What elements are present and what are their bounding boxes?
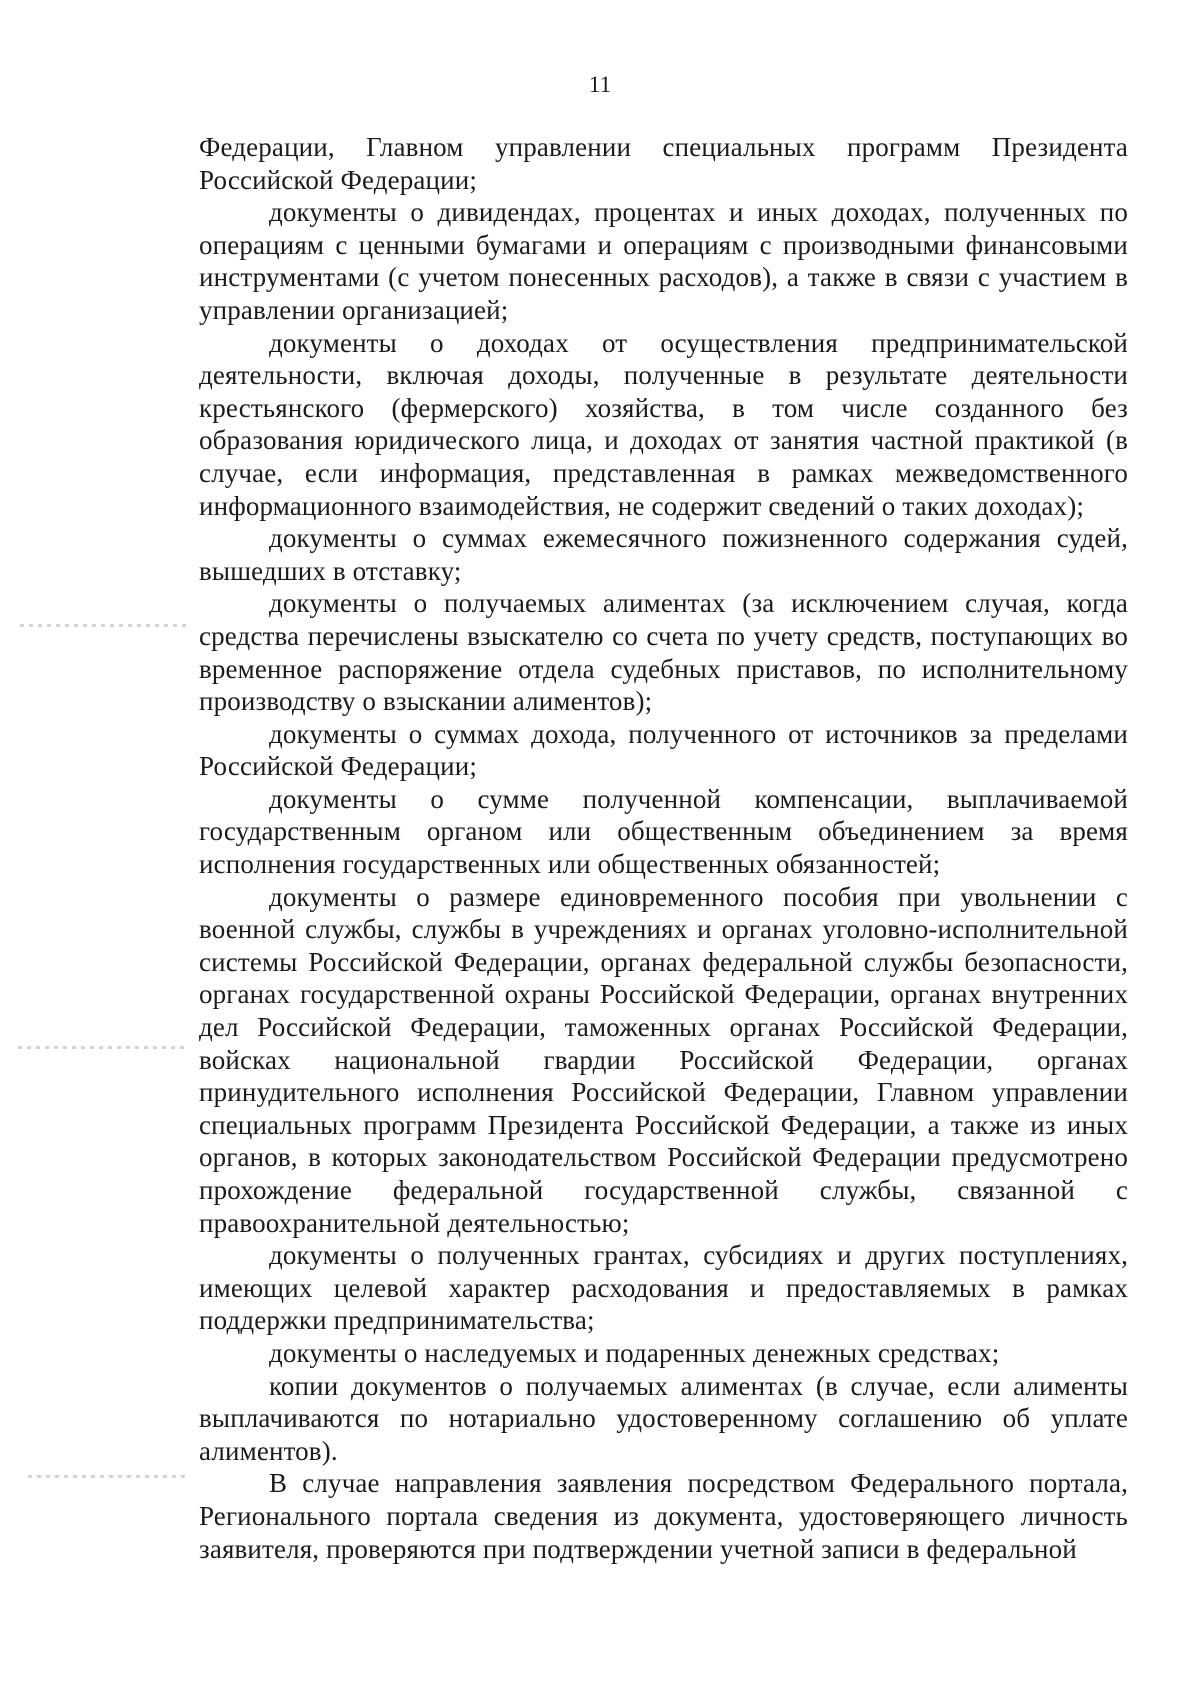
page-number: 11 xyxy=(588,72,612,97)
paragraph: документы о суммах дохода, полученного от источников за пределами Российской Федерации; xyxy=(199,718,1128,782)
paragraph: документы о доходах от осуществления предпринимательской деятельности, включая доходы, полученные в результате деятельности крестьянского (фермерского) хозяйства, в том числе созданного без образования юридического лица, и доходах от занятия частной практикой (в случае, если информация, представленная в рамках межведомственного информационного взаимодействия, не содержит сведений о таких доходах); xyxy=(199,327,1128,521)
paragraph: Федерации, Главном управлении специальных программ Президента Российской Федерации; xyxy=(199,132,1128,195)
paragraph: документы о получаемых алиментах (за исключением случая, когда средства перечислены взыскателю со счета по учету средств, поступающих во временное распоряжение отдела судебных приставов, по исполнительному производству о взыскании алиментов); xyxy=(199,588,1128,717)
paragraph: документы о суммах ежемесячного пожизненного содержания судей, вышедших в отставку; xyxy=(199,523,1128,586)
scan-artifact xyxy=(18,1046,188,1049)
paragraph: документы о полученных грантах, субсидиях и других поступлениях, имеющих целевой характер расходования и предоставляемых в рамках поддержки предпринимательства; xyxy=(199,1240,1128,1336)
paragraph: документы о размере единовременного пособия при увольнении с военной службы, службы в учреждениях и органах уголовно-исполнительной системы Российской Федерации, органах федеральной службы безопасности, органах государственной охраны Российской Федерации, органах внутренних дел Российской Федерации, таможенных органах Российской Федерации, войсках национальной гвардии Российской Федерации, органах принудительного исполнения Российской Федерации, Главном управлении специальных программ Президента Российской Федерации, а также из иных органов, в которых законодательством Российской Федерации предусмотрено прохождение федеральной государственной службы, связанной с правоохранительной деятельностью; xyxy=(199,881,1128,1238)
paragraph: документы о сумме полученной компенсации, выплачиваемой государственным органом или общественным объединением за время исполнения государственных или общественных обязанностей; xyxy=(199,783,1128,880)
document-body xyxy=(199,131,1128,1565)
paragraph: В случае направления заявления посредством Федерального портала, Регионального портала сведения из документа, удостоверяющего личность заявителя, проверяются при подтверждении учетной записи в федеральной xyxy=(199,1468,1128,1564)
paragraph: документы о наследуемых и подаренных денежных средствах; xyxy=(269,1337,1000,1368)
paragraph: копии документов о получаемых алиментах (в случае, если алименты выплачиваются по нотариально удостоверенному соглашению об уплате алиментов). xyxy=(199,1370,1128,1466)
paragraph: документы о дивидендах, процентах и иных доходах, полученных по операциям с ценными бумагами и операциям с производными финансовыми инструментами (с учетом понесенных расходов), а также в связи с участием в управлении организацией; xyxy=(199,197,1128,325)
scan-artifact xyxy=(20,624,190,627)
scan-artifact xyxy=(28,1475,188,1478)
